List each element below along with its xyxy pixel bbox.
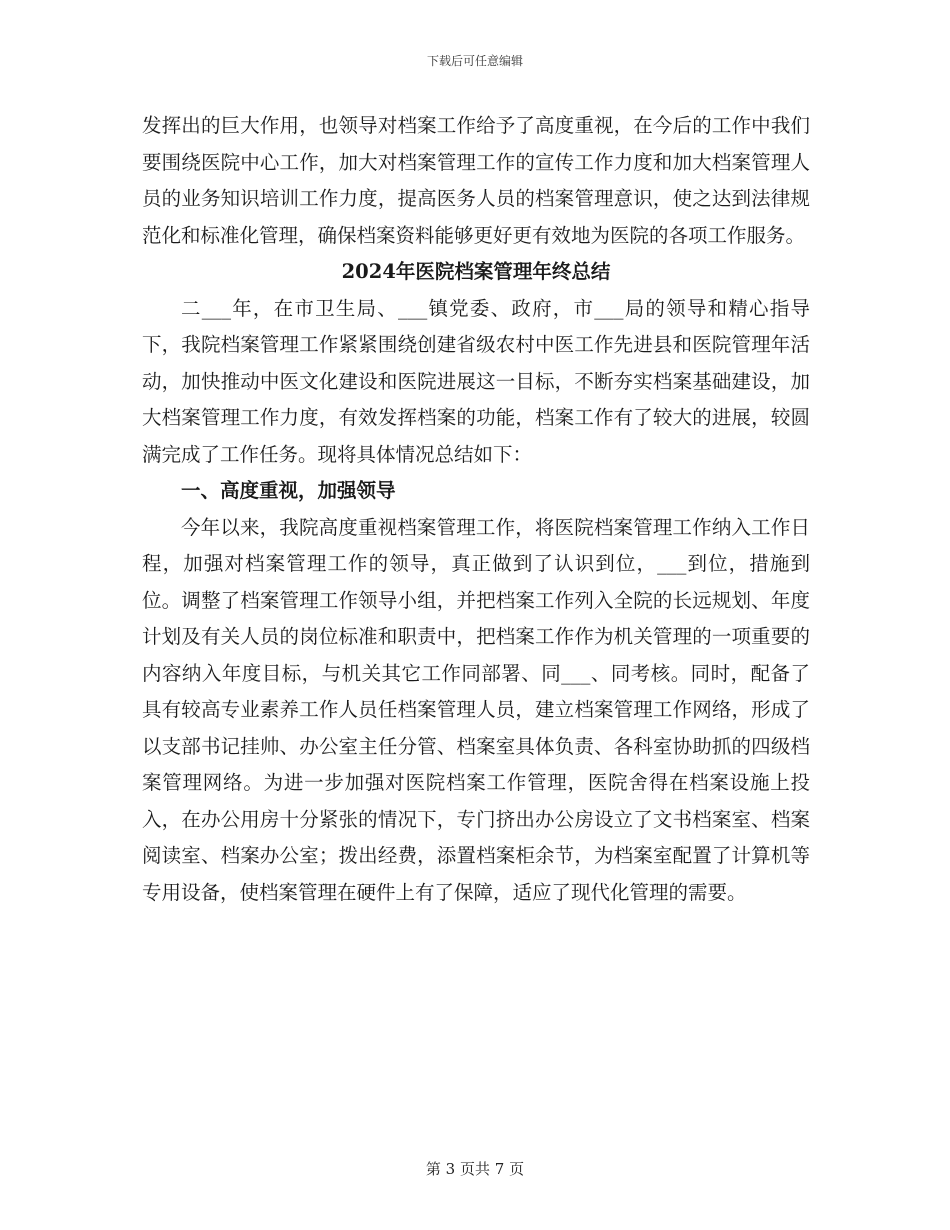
document-body	[142, 108, 810, 911]
section-paragraph-1: 今年以来，我院高度重视档案管理工作，将医院档案管理工作纳入工作日程，加强对档案管理工作的领导，真正做到了认识到位，___到位，措施到位。调整了档案管理工作领导小组，并把档案工作列入全院的长远规划、年度计划及有关人员的岗位标准和职责中，把档案工作作为机关管理的一项重要的内容纳入年度目标，与机关其它工作同部署、同___、同考核。同时，配备了具有较高专业素养工作人员任档案管理人员，建立档案管理工作网络，形成了以支部书记挂帅、办公室主任分管、档案室具体负责、各科室协助抓的四级档案管理网络。为进一步加强对医院档案工作管理，医院舍得在档案设施上投入，在办公用房十分紧张的情况下，专门挤出办公房设立了文书档案室、档案阅读室、档案办公室；拨出经费，添置档案柜余节，为档案室配置了计算机等专用设备，使档案管理在硬件上有了保障，适应了现代化管理的需要。	[142, 515, 810, 904]
continuation-paragraph: 发挥出的巨大作用，也领导对档案工作给予了高度重视，在今后的工作中我们要围绕医院中心工作，加大对档案管理工作的宣传工作力度和加大档案管理人员的业务知识培训工作力度，提高医务人员的档案管理意识，使之达到法律规范化和标准化管理，确保档案资料能够更好更有效地为医院的各项工作服务。	[142, 114, 810, 247]
intro-paragraph: 二___年，在市卫生局、___镇党委、政府，市___局的领导和精心指导下，我院档案管理工作紧紧围绕创建省级农村中医工作先进县和医院管理年活动，加快推动中医文化建设和医院进展这一目标，不断夯实档案基础建设，加大档案管理工作力度，有效发挥档案的功能，档案工作有了较大的进展，较圆满完成了工作任务。现将具体情况总结如下：	[142, 296, 810, 466]
document-title: 2024年医院档案管理年终总结	[341, 260, 611, 283]
section-heading-1: 一、高度重视，加强领导	[181, 479, 396, 502]
header-note: 下载后可任意编辑	[426, 54, 523, 68]
page-number: 第 3 页共 7 页	[425, 1160, 525, 1178]
